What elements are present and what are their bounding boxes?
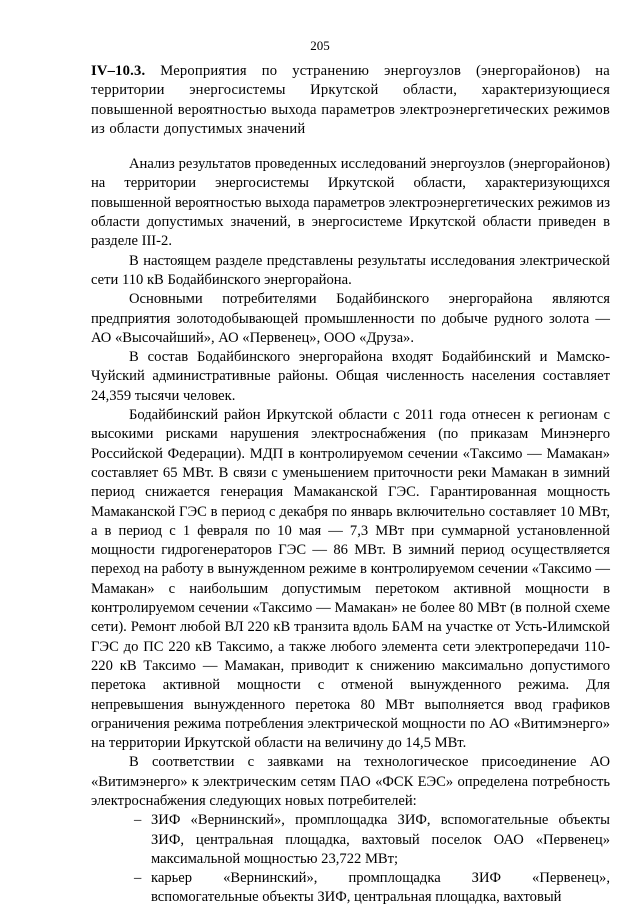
spacer — [91, 139, 610, 155]
paragraph-consumers: Основными потребителями Бодайбинского энергорайона являются предприятия золотодобывающей промышленности по добыче рудного золота — АО «Высочайший», АО «Первенец», ООО «Друза». — [91, 291, 610, 346]
paragraph-composition: В состав Бодайбинского энергорайона входят Бодайбинский и Мамско-Чуйский административные районы. Общая численность населения составляет 24,359 тысячи человек. — [91, 349, 610, 404]
paragraph-applications: В соответствии с заявками на технологическое присоединение АО «Витимэнерго» к электрическим сетям ПАО «ФСК ЕЭС» определена потребность электроснабжения следующих новых потребителей: — [91, 754, 610, 809]
paragraph-analysis: Анализ результатов проведенных исследований энергоузлов (энергорайонов) на территории энергосистемы Иркутской области, характеризующихся повышенной вероятностью выхода параметров электроэнергетических режимов из области допустимых значений, в энергосистеме Иркутской области приведен в разделе III-2. — [91, 156, 610, 250]
list-item — [91, 811, 610, 869]
page-number: 205 — [310, 38, 330, 53]
list-marker: – — [134, 870, 142, 887]
section-number: IV–10.3. — [91, 63, 146, 79]
list-item — [91, 869, 610, 908]
page-content — [91, 62, 610, 908]
paragraph-scope: В настоящем разделе представлены результаты исследования электрической сети 110 кВ Бодайбинского энергорайона. — [91, 252, 610, 288]
paragraph-risks: Бодайбинский район Иркутской области с 2011 года отнесен к регионам с высокими рисками нарушения электроснабжения (по приказам Минэнерго Российской Федерации). МДП в контролируемом сечении «Таксимо — Мамакан» составляет 65 МВт. В связи с уменьшением приточности реки Мамакан в зимний период снижается генерация Мамаканской ГЭС. Гарантированная мощность Мамаканской ГЭС в период с декабря по январь включительно составляет 10 МВт, а в период с 1 февраля по 10 мая — 7,3 МВт при суммарной установленной мощности гидрогенераторов ГЭС — 86 МВт. В зимний период осуществляется переход на работу в вынужденном режиме в контролируемом сечении «Таксимо — Мамакан» с наибольшим допустимым перетоком активной мощности в контролируемом сечении «Таксимо — Мамакан» не более 80 МВт (в полной схеме сети). Ремонт любой ВЛ 220 кВ транзита вдоль БАМ на участке от Усть-Илимской ГЭС до ПС 220 кВ Таксимо, а также любого элемента сети электропередачи 110-220 кВ Таксимо — Мамакан, приводит к снижению максимально допустимого перетока активной мощности с отменой вынужденного режима. Для непревышения вынужденного перетока 80 МВт выполняется ввод графиков ограничения режима потребления электрической мощности по АО «Витимэнерго» на территории Иркутской области на величину до 14,5 МВт. — [91, 407, 610, 752]
list-marker: – — [134, 812, 142, 829]
consumer-list — [91, 811, 610, 907]
section-title: Мероприятия по устранению энергоузлов (энергорайонов) на территории энергосистемы Иркутской области, характеризующиеся повышенной вероятностью выхода параметров электроэнергетических режимов из области допустимых значений — [91, 63, 610, 137]
section-heading — [91, 62, 610, 139]
list-item-text: карьер «Вернинский», промплощадка ЗИФ «Первенец», вспомогательные объекты ЗИФ, центральная площадка, вахтовый — [151, 870, 610, 906]
list-item-text: ЗИФ «Вернинский», промплощадка ЗИФ, вспомогательные объекты ЗИФ, центральная площадка, вахтовый поселок ОАО «Первенец» максимальной мощностью 23,722 МВт; — [151, 812, 610, 867]
